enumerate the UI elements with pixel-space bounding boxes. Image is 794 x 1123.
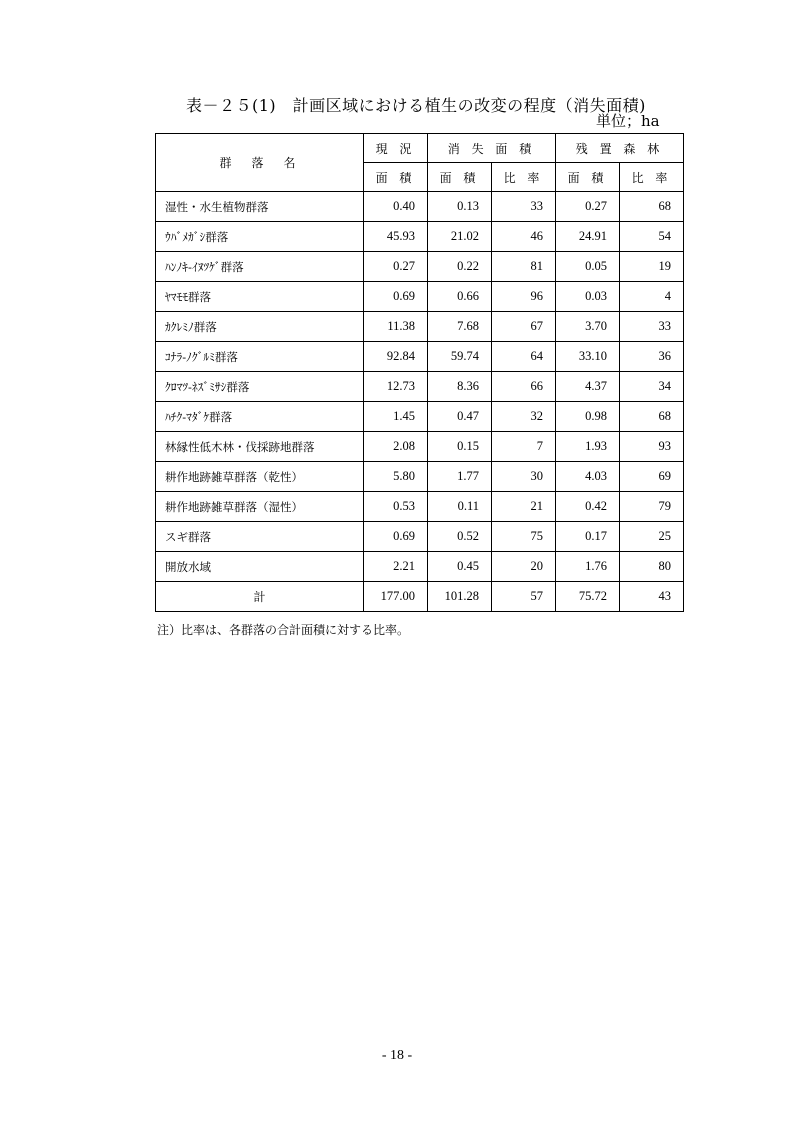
table-row xyxy=(156,492,684,522)
lost-ratio: 46 xyxy=(492,222,556,252)
remain-area: 0.05 xyxy=(556,252,620,282)
community-name: ｳﾊﾞﾒｶﾞｼ群落 xyxy=(156,222,364,252)
current-area: 12.73 xyxy=(364,372,428,402)
table-row xyxy=(156,312,684,342)
current-area: 0.69 xyxy=(364,522,428,552)
remain-ratio: 36 xyxy=(620,342,684,372)
total-current-area: 177.00 xyxy=(364,582,428,612)
table-row xyxy=(156,522,684,552)
lost-ratio: 30 xyxy=(492,462,556,492)
community-name: ﾔﾏﾓﾓ群落 xyxy=(156,282,364,312)
current-area: 92.84 xyxy=(364,342,428,372)
header-current-area: 面 積 xyxy=(364,163,428,192)
community-name: ﾊﾝﾉｷ-ｲﾇﾂｹﾞ群落 xyxy=(156,252,364,282)
remain-area: 4.03 xyxy=(556,462,620,492)
lost-area: 0.66 xyxy=(428,282,492,312)
table-row xyxy=(156,222,684,252)
lost-area: 0.52 xyxy=(428,522,492,552)
remain-ratio: 25 xyxy=(620,522,684,552)
remain-ratio: 34 xyxy=(620,372,684,402)
header-remain-ratio: 比 率 xyxy=(620,163,684,192)
lost-ratio: 64 xyxy=(492,342,556,372)
table-row xyxy=(156,432,684,462)
remain-area: 33.10 xyxy=(556,342,620,372)
remain-ratio: 69 xyxy=(620,462,684,492)
lost-ratio: 7 xyxy=(492,432,556,462)
total-lost-ratio: 57 xyxy=(492,582,556,612)
table-body xyxy=(156,192,684,612)
table-row xyxy=(156,462,684,492)
footnote: 注）比率は、各群落の合計面積に対する比率。 xyxy=(157,623,410,637)
lost-ratio: 32 xyxy=(492,402,556,432)
lost-area: 0.15 xyxy=(428,432,492,462)
total-remain-area: 75.72 xyxy=(556,582,620,612)
lost-area: 0.22 xyxy=(428,252,492,282)
current-area: 0.69 xyxy=(364,282,428,312)
community-name: ｸﾛﾏﾂ-ﾈｽﾞﾐｻｼ群落 xyxy=(156,372,364,402)
current-area: 0.40 xyxy=(364,192,428,222)
community-name: ｺﾅﾗ-ﾉｸﾞﾙﾐ群落 xyxy=(156,342,364,372)
remain-area: 0.03 xyxy=(556,282,620,312)
table-title: 表－２５(1) 計画区域における植生の改変の程度（消失面積) xyxy=(186,96,646,115)
community-name: 開放水域 xyxy=(156,552,364,582)
lost-ratio: 33 xyxy=(492,192,556,222)
remain-ratio: 93 xyxy=(620,432,684,462)
lost-ratio: 75 xyxy=(492,522,556,552)
remain-area: 3.70 xyxy=(556,312,620,342)
community-name: 林縁性低木林・伐採跡地群落 xyxy=(156,432,364,462)
header-lost-ratio: 比 率 xyxy=(492,163,556,192)
lost-ratio: 21 xyxy=(492,492,556,522)
lost-ratio: 81 xyxy=(492,252,556,282)
header-group-name: 群 落 名 xyxy=(156,134,364,192)
remain-area: 1.76 xyxy=(556,552,620,582)
current-area: 1.45 xyxy=(364,402,428,432)
lost-area: 59.74 xyxy=(428,342,492,372)
table-row xyxy=(156,402,684,432)
table-row xyxy=(156,282,684,312)
lost-ratio: 96 xyxy=(492,282,556,312)
remain-area: 0.27 xyxy=(556,192,620,222)
remain-area: 0.98 xyxy=(556,402,620,432)
remain-area: 0.17 xyxy=(556,522,620,552)
remain-ratio: 80 xyxy=(620,552,684,582)
community-name: ｶｸﾚﾐﾉ群落 xyxy=(156,312,364,342)
remain-area: 0.42 xyxy=(556,492,620,522)
vegetation-table xyxy=(155,133,684,612)
lost-ratio: 67 xyxy=(492,312,556,342)
total-label: 計 xyxy=(156,582,364,612)
current-area: 2.08 xyxy=(364,432,428,462)
total-remain-ratio: 43 xyxy=(620,582,684,612)
current-area: 5.80 xyxy=(364,462,428,492)
current-area: 0.27 xyxy=(364,252,428,282)
lost-area: 0.11 xyxy=(428,492,492,522)
remain-ratio: 68 xyxy=(620,192,684,222)
lost-area: 0.47 xyxy=(428,402,492,432)
remain-ratio: 79 xyxy=(620,492,684,522)
community-name: スギ群落 xyxy=(156,522,364,552)
table-row xyxy=(156,252,684,282)
lost-area: 0.45 xyxy=(428,552,492,582)
lost-ratio: 20 xyxy=(492,552,556,582)
page-number: - 18 - xyxy=(381,1048,413,1063)
current-area: 2.21 xyxy=(364,552,428,582)
current-area: 0.53 xyxy=(364,492,428,522)
header-lost: 消 失 面 積 xyxy=(428,134,556,163)
community-name: ﾊﾁｸ-ﾏﾀﾞｹ群落 xyxy=(156,402,364,432)
lost-area: 8.36 xyxy=(428,372,492,402)
table-row xyxy=(156,372,684,402)
table-row xyxy=(156,192,684,222)
remain-area: 24.91 xyxy=(556,222,620,252)
header-remaining: 残 置 森 林 xyxy=(556,134,684,163)
community-name: 耕作地跡雑草群落（湿性） xyxy=(156,492,364,522)
lost-ratio: 66 xyxy=(492,372,556,402)
table-row xyxy=(156,552,684,582)
lost-area: 7.68 xyxy=(428,312,492,342)
remain-ratio: 33 xyxy=(620,312,684,342)
current-area: 45.93 xyxy=(364,222,428,252)
remain-ratio: 4 xyxy=(620,282,684,312)
header-lost-area: 面 積 xyxy=(428,163,492,192)
lost-area: 21.02 xyxy=(428,222,492,252)
remain-ratio: 54 xyxy=(620,222,684,252)
header-current: 現 況 xyxy=(364,134,428,163)
header-remain-area: 面 積 xyxy=(556,163,620,192)
remain-ratio: 68 xyxy=(620,402,684,432)
unit-label: 単位；ha xyxy=(596,112,660,130)
current-area: 11.38 xyxy=(364,312,428,342)
community-name: 耕作地跡雑草群落（乾性） xyxy=(156,462,364,492)
remain-area: 4.37 xyxy=(556,372,620,402)
lost-area: 0.13 xyxy=(428,192,492,222)
lost-area: 1.77 xyxy=(428,462,492,492)
remain-area: 1.93 xyxy=(556,432,620,462)
table-row xyxy=(156,342,684,372)
total-lost-area: 101.28 xyxy=(428,582,492,612)
total-row xyxy=(156,582,684,612)
community-name: 湿性・水生植物群落 xyxy=(156,192,364,222)
remain-ratio: 19 xyxy=(620,252,684,282)
